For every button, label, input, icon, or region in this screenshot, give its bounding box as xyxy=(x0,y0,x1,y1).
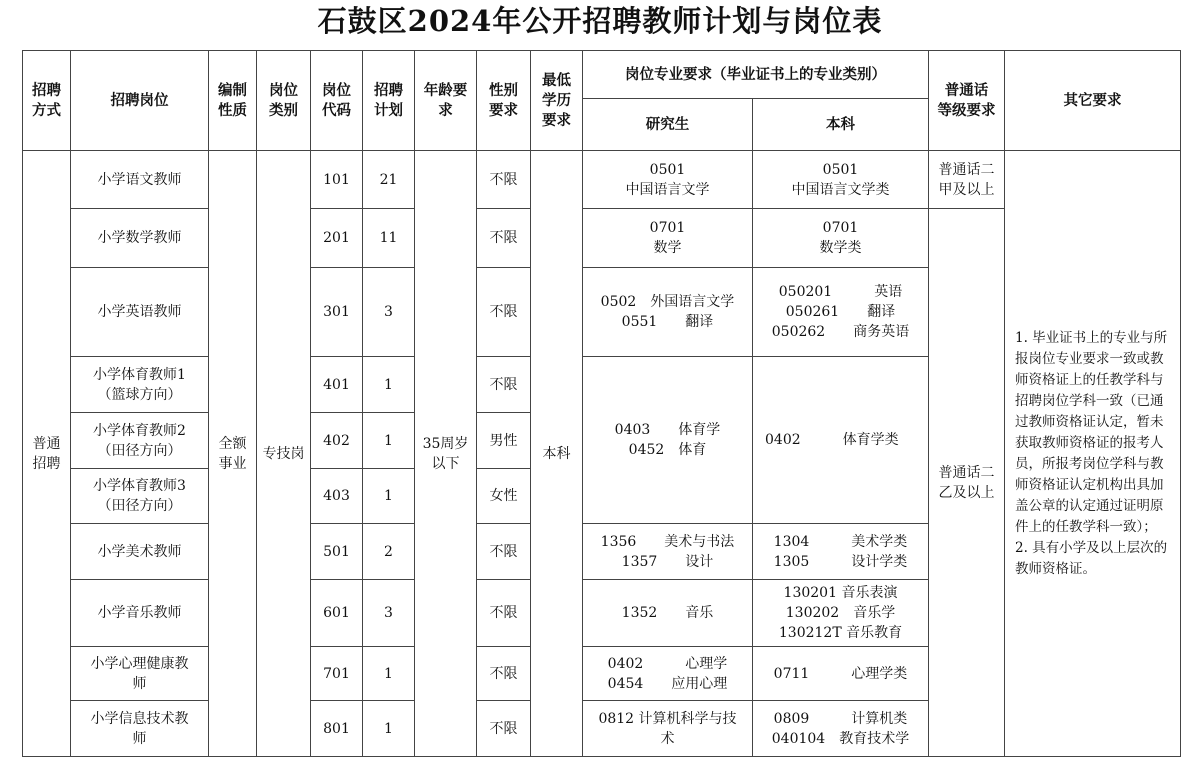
plan-cell: 1 xyxy=(363,357,415,413)
mandarin-cell: 普通话二 甲及以上 xyxy=(929,151,1005,209)
method-cell: 普通 招聘 xyxy=(23,151,71,757)
gender-cell: 女性 xyxy=(477,469,531,524)
undergraduate-major-cell: 0501 中国语言文学类 xyxy=(753,151,929,209)
header-other: 其它要求 xyxy=(1005,51,1181,151)
plan-cell: 1 xyxy=(363,469,415,524)
position-cell: 小学体育教师2 （田径方向） xyxy=(71,413,209,469)
plan-cell: 1 xyxy=(363,647,415,701)
plan-cell: 11 xyxy=(363,209,415,268)
plan-cell: 21 xyxy=(363,151,415,209)
education-cell: 本科 xyxy=(531,151,583,757)
graduate-major-cell: 0502 外国语言文学 0551 翻译 xyxy=(583,268,753,357)
undergraduate-major-cell: 0809 计算机类 040104 教育技术学 xyxy=(753,701,929,757)
undergraduate-major-cell: 0701 数学类 xyxy=(753,209,929,268)
header-plan: 招聘 计划 xyxy=(363,51,415,151)
position-cell: 小学英语教师 xyxy=(71,268,209,357)
header-code: 岗位 代码 xyxy=(311,51,363,151)
gender-cell: 不限 xyxy=(477,151,531,209)
code-cell: 101 xyxy=(311,151,363,209)
category-cell: 专技岗 xyxy=(257,151,311,757)
gender-cell: 男性 xyxy=(477,413,531,469)
header-undergraduate: 本科 xyxy=(753,99,929,151)
graduate-major-cell: 0402 心理学 0454 应用心理 xyxy=(583,647,753,701)
plan-cell: 2 xyxy=(363,524,415,580)
code-cell: 401 xyxy=(311,357,363,413)
position-cell: 小学语文教师 xyxy=(71,151,209,209)
header-major-group: 岗位专业要求（毕业证书上的专业类别） xyxy=(583,51,929,99)
header-position: 招聘岗位 xyxy=(71,51,209,151)
code-cell: 201 xyxy=(311,209,363,268)
recruitment-table xyxy=(22,50,1181,757)
other-requirement-1: 1. 毕业证书上的专业与所报岗位专业要求一致或教师资格证上的任教学科与招聘岗位学科一致（已通过教师资格证认定，暂未获取教师资格证的报考人员，所报考岗位学科与教师资格证认定机构出具加盖公章的认定通过证明原件上的任教学科一致）； xyxy=(1015,329,1168,535)
other-requirements-cell xyxy=(1005,151,1181,757)
code-cell: 501 xyxy=(311,524,363,580)
header-category: 岗位 类别 xyxy=(257,51,311,151)
header-age: 年龄要 求 xyxy=(415,51,477,151)
gender-cell: 不限 xyxy=(477,647,531,701)
position-cell: 小学信息技术教 师 xyxy=(71,701,209,757)
gender-cell: 不限 xyxy=(477,580,531,647)
graduate-major-cell: 0403 体育学 0452 体育 xyxy=(583,357,753,524)
plan-cell: 1 xyxy=(363,413,415,469)
staffing-cell: 全额 事业 xyxy=(209,151,257,757)
undergraduate-major-cell: 1304 美术学类 1305 设计学类 xyxy=(753,524,929,580)
other-requirement-2: 2. 具有小学及以上层次的教师资格证。 xyxy=(1015,539,1168,577)
gender-cell: 不限 xyxy=(477,524,531,580)
graduate-major-cell: 1356 美术与书法 1357 设计 xyxy=(583,524,753,580)
gender-cell: 不限 xyxy=(477,357,531,413)
table-row xyxy=(23,151,1181,209)
header-graduate: 研究生 xyxy=(583,99,753,151)
header-method: 招聘 方式 xyxy=(23,51,71,151)
header-gender: 性别 要求 xyxy=(477,51,531,151)
age-cell: 35周岁 以下 xyxy=(415,151,477,757)
code-cell: 801 xyxy=(311,701,363,757)
plan-cell: 1 xyxy=(363,701,415,757)
page-title: 石鼓区2024年公开招聘教师计划与岗位表 xyxy=(317,4,883,38)
header-mandarin: 普通话 等级要求 xyxy=(929,51,1005,151)
position-cell: 小学美术教师 xyxy=(71,524,209,580)
undergraduate-major-cell: 050201 英语 050261 翻译 050262 商务英语 xyxy=(753,268,929,357)
header-education: 最低 学历 要求 xyxy=(531,51,583,151)
code-cell: 301 xyxy=(311,268,363,357)
position-cell: 小学音乐教师 xyxy=(71,580,209,647)
code-cell: 402 xyxy=(311,413,363,469)
code-cell: 403 xyxy=(311,469,363,524)
header-staffing: 编制 性质 xyxy=(209,51,257,151)
position-cell: 小学心理健康教 师 xyxy=(71,647,209,701)
code-cell: 601 xyxy=(311,580,363,647)
plan-cell: 3 xyxy=(363,268,415,357)
undergraduate-major-cell: 0711 心理学类 xyxy=(753,647,929,701)
code-cell: 701 xyxy=(311,647,363,701)
mandarin-cell: 普通话二 乙及以上 xyxy=(929,209,1005,757)
undergraduate-major-cell: 130201 音乐表演 130202 音乐学 130212T 音乐教育 xyxy=(753,580,929,647)
plan-cell: 3 xyxy=(363,580,415,647)
position-cell: 小学体育教师1 （篮球方向） xyxy=(71,357,209,413)
graduate-major-cell: 0701 数学 xyxy=(583,209,753,268)
graduate-major-cell: 0812 计算机科学与技 术 xyxy=(583,701,753,757)
position-cell: 小学数学教师 xyxy=(71,209,209,268)
undergraduate-major-cell: 0402 体育学类 xyxy=(753,357,929,524)
gender-cell: 不限 xyxy=(477,268,531,357)
gender-cell: 不限 xyxy=(477,701,531,757)
graduate-major-cell: 1352 音乐 xyxy=(583,580,753,647)
position-cell: 小学体育教师3 （田径方向） xyxy=(71,469,209,524)
gender-cell: 不限 xyxy=(477,209,531,268)
graduate-major-cell: 0501 中国语言文学 xyxy=(583,151,753,209)
